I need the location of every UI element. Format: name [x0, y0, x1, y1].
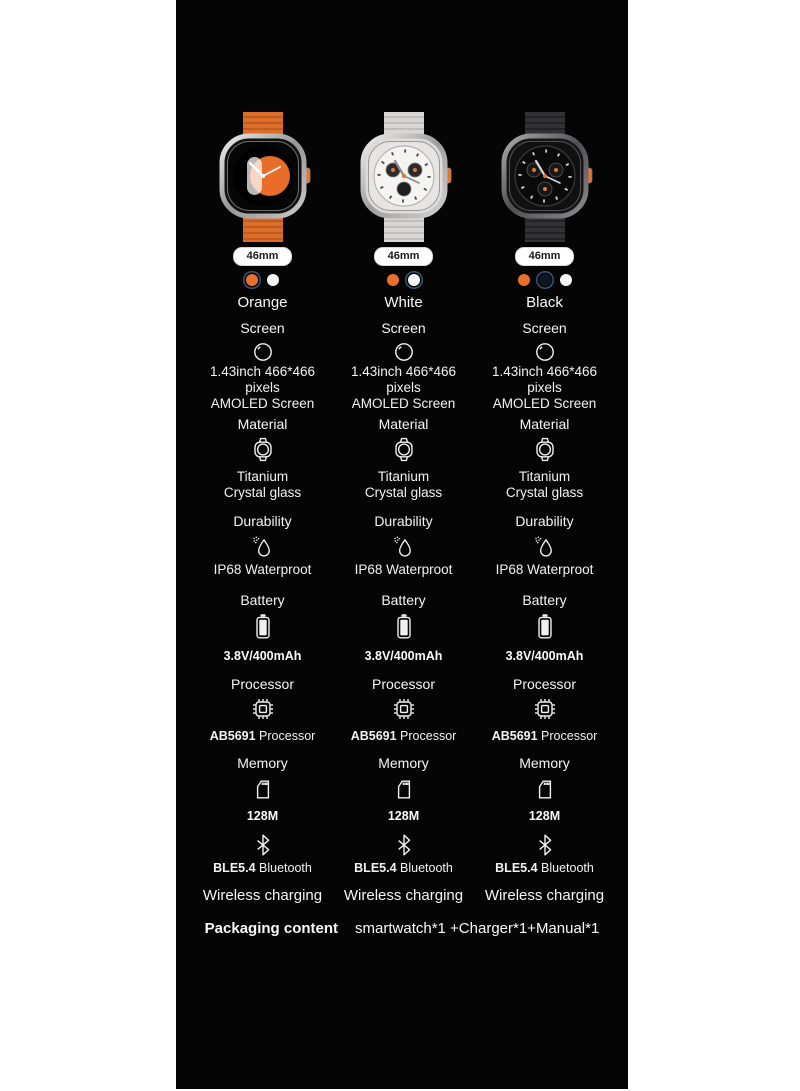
packaging-content-label: Packaging content: [204, 920, 339, 937]
processor-value: AB5691 Processor: [491, 729, 598, 743]
swatch-white[interactable]: [408, 274, 420, 286]
processor-heading: Processor: [230, 676, 295, 692]
color-name: Orange: [237, 294, 288, 311]
size-badge[interactable]: 46mm: [374, 247, 434, 266]
processor-value: AB5691 Processor: [350, 729, 457, 743]
durability-value: IP68 Waterproot: [495, 562, 594, 577]
packaging-content-value: smartwatch*1 +Charger*1+Manual*1: [355, 920, 600, 937]
watch-case-icon: [391, 436, 417, 463]
durability-value: IP68 Waterproot: [213, 562, 312, 577]
watch-image-white: [352, 112, 456, 242]
battery-heading: Battery: [240, 592, 285, 608]
swatch-black[interactable]: [539, 274, 551, 286]
durability-heading: Durability: [374, 513, 433, 529]
durability-value: IP68 Waterproot: [354, 562, 453, 577]
processor-heading: Processor: [371, 676, 436, 692]
screen-icon: [393, 341, 415, 363]
durability-heading: Durability: [233, 513, 292, 529]
screen-spec-line1: 1.43inch 466*466 pixels: [350, 364, 457, 395]
water-drop-icon: [391, 534, 416, 559]
wireless-charging-label: Wireless charging: [202, 887, 323, 904]
product-column-orange: [192, 0, 333, 904]
memory-heading: Memory: [237, 755, 288, 771]
sd-card-icon: [391, 776, 417, 803]
battery-icon: [391, 613, 417, 641]
material-heading: Material: [519, 416, 570, 432]
bluetooth-value: BLE5.4 Bluetooth: [495, 861, 594, 875]
battery-icon: [532, 613, 558, 641]
water-drop-icon: [250, 534, 275, 559]
watch-image-black: [493, 112, 597, 242]
bluetooth-value: BLE5.4 Bluetooth: [213, 861, 312, 875]
bluetooth-icon: [254, 833, 272, 857]
swatch-orange[interactable]: [387, 274, 399, 286]
watch-case-icon: [532, 436, 558, 463]
battery-icon: [250, 613, 276, 641]
battery-value: 3.8V/400mAh: [364, 649, 443, 663]
color-name: Black: [526, 294, 563, 311]
screen-heading: Screen: [381, 320, 426, 336]
memory-heading: Memory: [519, 755, 570, 771]
watch-case-icon: [250, 436, 276, 463]
screen-spec-line1: 1.43inch 466*466 pixels: [491, 364, 598, 395]
memory-value: 128M: [246, 809, 279, 823]
color-swatches: [518, 273, 572, 287]
swatch-white[interactable]: [560, 274, 572, 286]
screen-spec-line2: AMOLED Screen: [492, 396, 597, 411]
material-heading: Material: [378, 416, 429, 432]
processor-heading: Processor: [512, 676, 577, 692]
material-heading: Material: [237, 416, 288, 432]
screen-icon: [252, 341, 274, 363]
watch-image-orange: [211, 112, 315, 242]
swatch-white[interactable]: [267, 274, 279, 286]
battery-value: 3.8V/400mAh: [223, 649, 302, 663]
size-badge[interactable]: 46mm: [233, 247, 293, 266]
wireless-charging-label: Wireless charging: [484, 887, 605, 904]
chip-icon: [250, 696, 276, 722]
screen-spec-line1: 1.43inch 466*466 pixels: [209, 364, 316, 395]
packaging-content-row: [176, 920, 628, 938]
battery-value: 3.8V/400mAh: [505, 649, 584, 663]
product-columns: [192, 0, 615, 904]
durability-heading: Durability: [515, 513, 574, 529]
bluetooth-value: BLE5.4 Bluetooth: [354, 861, 453, 875]
screen-heading: Screen: [522, 320, 567, 336]
screen-spec-line2: AMOLED Screen: [210, 396, 315, 411]
color-name: White: [384, 294, 423, 311]
processor-value: AB5691 Processor: [209, 729, 316, 743]
product-infographic-panel: [176, 0, 628, 1089]
screen-heading: Screen: [240, 320, 285, 336]
material-line2: Crystal glass: [505, 485, 584, 500]
swatch-orange[interactable]: [518, 274, 530, 286]
color-swatches: [387, 273, 420, 287]
screen-spec-line2: AMOLED Screen: [351, 396, 456, 411]
battery-heading: Battery: [522, 592, 567, 608]
battery-heading: Battery: [381, 592, 426, 608]
sd-card-icon: [532, 776, 558, 803]
product-column-white: [333, 0, 474, 904]
wireless-charging-label: Wireless charging: [343, 887, 464, 904]
material-line1: Titanium: [236, 469, 289, 484]
chip-icon: [532, 696, 558, 722]
material-line1: Titanium: [518, 469, 571, 484]
product-column-black: [474, 0, 615, 904]
material-line2: Crystal glass: [364, 485, 443, 500]
screen-icon: [534, 341, 556, 363]
swatch-orange[interactable]: [246, 274, 258, 286]
chip-icon: [391, 696, 417, 722]
color-swatches: [246, 273, 279, 287]
sd-card-icon: [250, 776, 276, 803]
water-drop-icon: [532, 534, 557, 559]
material-line2: Crystal glass: [223, 485, 302, 500]
memory-value: 128M: [387, 809, 420, 823]
bluetooth-icon: [395, 833, 413, 857]
bluetooth-icon: [536, 833, 554, 857]
memory-value: 128M: [528, 809, 561, 823]
size-badge[interactable]: 46mm: [515, 247, 575, 266]
memory-heading: Memory: [378, 755, 429, 771]
material-line1: Titanium: [377, 469, 430, 484]
